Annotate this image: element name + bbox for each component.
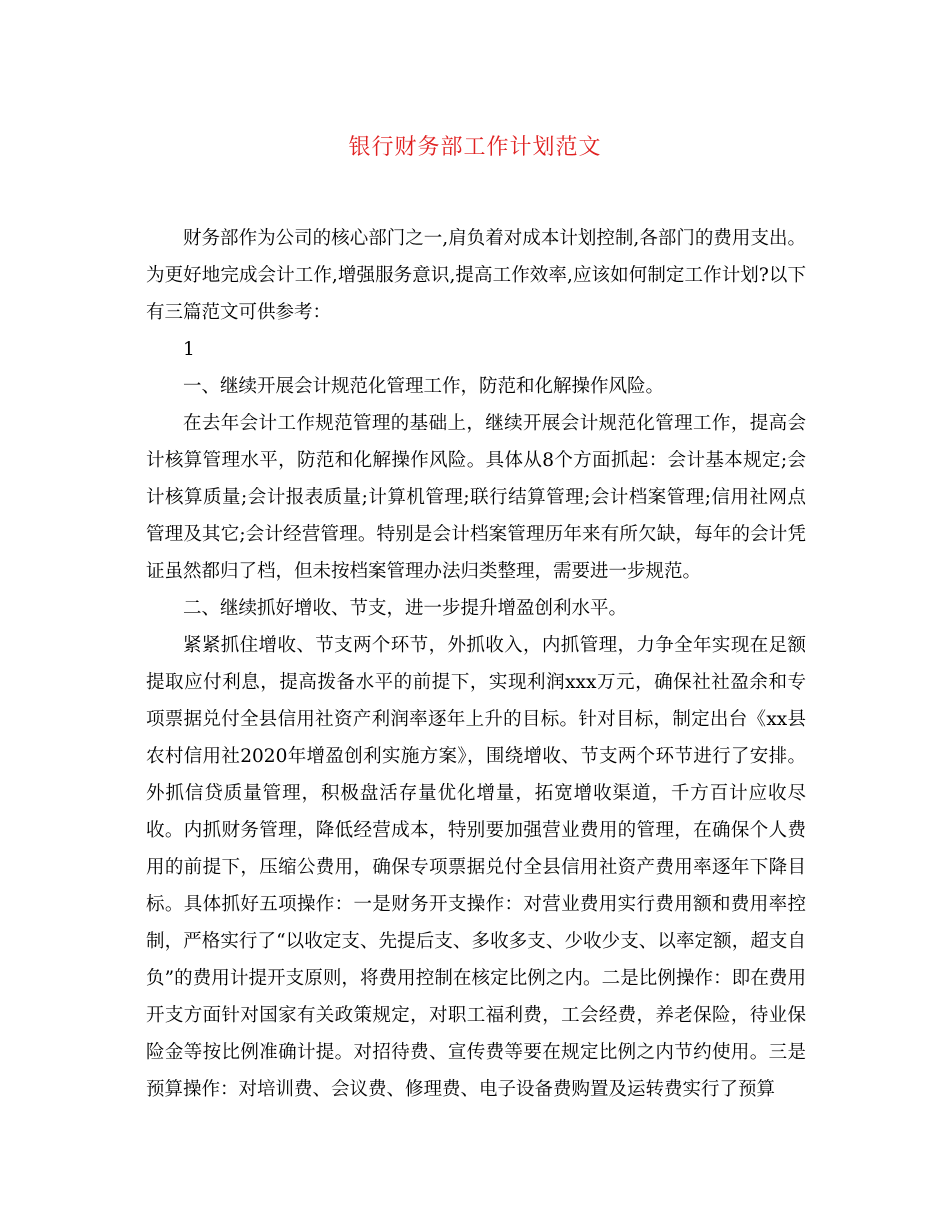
paragraph-intro: 财务部作为公司的核心部门之一,肩负着对成本计划控制,各部门的费用支出。为更好地完成会计工作,增强服务意识,提高工作效率,应该如何制定工作计划?以下有三篇范文可供参考： — [146, 228, 806, 323]
document-body — [146, 220, 806, 1108]
paragraph-section-number: 1 — [183, 339, 195, 360]
paragraph-heading-1: 一、继续开展会计规范化管理工作，防范和化解操作风险。 — [183, 376, 665, 397]
paragraph-body-2: 紧紧抓住增收、节支两个环节，外抓收入，内抓管理，力争全年实现在足额提取应付利息，提高拨备水平的前提下，实现利润xxx万元，确保社社盈余和专项票据兑付全县信用社资产利润率逐年上升的目标。针对目标，制定出台《xx县农村信用社2020年增盈创利实施方案》，围绕增收、节支两个环节进行了安排。外抓信贷质量管理，积极盘活存量优化增量，拓宽增收渠道，千方百计应收尽收。内抓财务管理，降低经营成本，特别要加强营业费用的管理，在确保个人费用的前提下，压缩公费用，确保专项票据兑付全县信用社资产费用率逐年下降目标。具体抓好五项操作：一是财务开支操作：对营业费用实行费用额和费用率控制，严格实行了“以收定支、先提后支、多收多支、少收少支、以率定额，超支自负”的费用计提开支原则，将费用控制在核定比例之内。二是比例操作：即在费用开支方面针对国家有关政策规定，对职工福利费，工会经费，养老保险，待业保险金等按比例准确计提。对招待费、宣传费等要在规定比例之内节约使用。三是预算操作：对培训费、会议费、修理费、电子设备费购置及运转费实行了预算 — [146, 635, 806, 1100]
document-title: 银行财务部工作计划范文 — [348, 135, 602, 160]
paragraph-body-1: 在去年会计工作规范管理的基础上，继续开展会计规范化管理工作，提高会计核算管理水平，防范和化解操作风险。具体从8个方面抓起：会计基本规定;会计核算质量;会计报表质量;计算机管理;联行结算管理;会计档案管理;信用社网点管理及其它;会计经营管理。特别是会计档案管理历年来有所欠缺，每年的会计凭证虽然都归了档，但未按档案管理办法归类整理，需要进一步规范。 — [146, 413, 806, 582]
paragraph-heading-2: 二、继续抓好增收、节支，进一步提升增盈创利水平。 — [183, 598, 628, 619]
